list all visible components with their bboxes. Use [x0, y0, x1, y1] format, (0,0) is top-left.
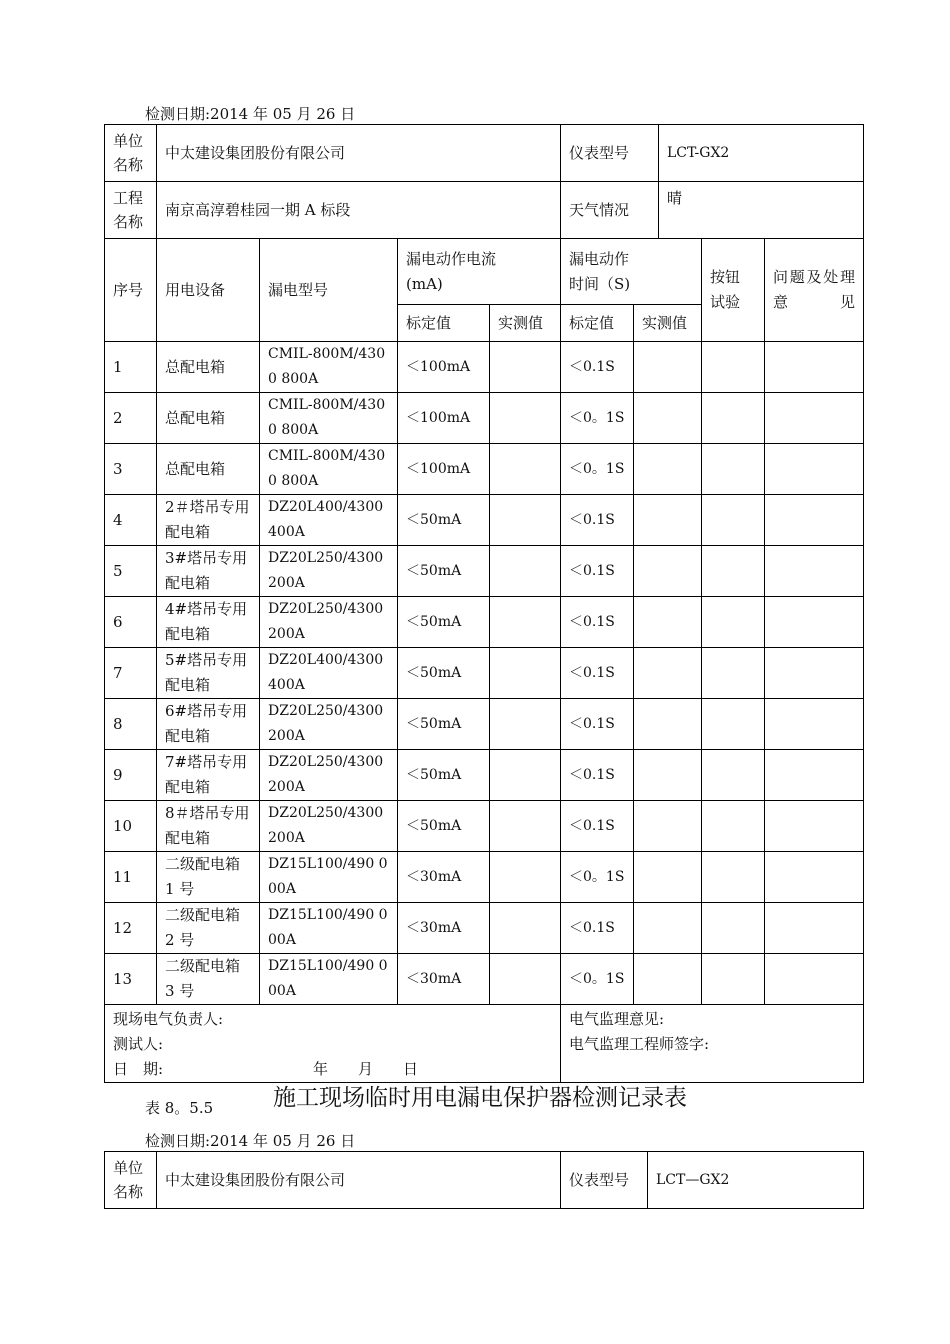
row-equipment: 二级配电箱 2 号: [157, 903, 260, 954]
col-current-rated: 标定值: [398, 305, 490, 342]
row-seq: 3: [105, 444, 157, 495]
row-equipment: 总配电箱: [157, 393, 260, 444]
table-number: 表 8。5.5: [145, 1099, 214, 1117]
project-label: 工程名称: [105, 182, 157, 239]
row-seq: 9: [105, 750, 157, 801]
table-row: [105, 495, 864, 546]
row-seq: 8: [105, 699, 157, 750]
row-time-rated: ＜0.1S: [561, 597, 634, 648]
table-row: [105, 699, 864, 750]
site-manager-label: 现场电气负责人:: [113, 1010, 224, 1028]
row-equipment: 2＃塔吊专用配电箱: [157, 495, 260, 546]
inspection-date-2: 检测日期:2014 年 05 月 26 日: [145, 1132, 356, 1150]
row-current-measured: [490, 903, 561, 954]
project-value: 南京高淳碧桂园一期 A 标段: [157, 182, 561, 239]
row-seq: 10: [105, 801, 157, 852]
row-time-rated: ＜0.1S: [561, 750, 634, 801]
row-model: CMIL-800M/4300 800A: [260, 444, 398, 495]
row-model: DZ15L100/490 000A: [260, 903, 398, 954]
col-model: 漏电型号: [260, 239, 398, 342]
col-seq: 序号: [105, 239, 157, 342]
row-time-rated: ＜0.1S: [561, 495, 634, 546]
row-time-measured: [634, 903, 702, 954]
row-time-measured: [634, 954, 702, 1005]
header-table-2: [104, 1151, 864, 1209]
table-row: [105, 852, 864, 903]
row-current-measured: [490, 342, 561, 393]
row-button-test: [702, 750, 765, 801]
footer-date-label: 日 期: 年 月 日: [113, 1060, 419, 1078]
row-issues: [765, 852, 864, 903]
unit-label: 单位名称: [105, 125, 157, 182]
row-current-rated: ＜30mA: [398, 852, 490, 903]
row-time-measured: [634, 648, 702, 699]
form-title: 施工现场临时用电漏电保护器检测记录表: [273, 1085, 687, 1111]
row-current-rated: ＜50mA: [398, 597, 490, 648]
meter-value: LCT-GX2: [659, 125, 864, 182]
col-equipment: 用电设备: [157, 239, 260, 342]
row-button-test: [702, 801, 765, 852]
table-body: [105, 342, 864, 1005]
row-current-rated: ＜30mA: [398, 954, 490, 1005]
row-current-rated: ＜50mA: [398, 648, 490, 699]
row-button-test: [702, 393, 765, 444]
row-equipment: 4#塔吊专用配电箱: [157, 597, 260, 648]
row-model: DZ20L250/4300 200A: [260, 801, 398, 852]
row-button-test: [702, 903, 765, 954]
row-time-rated: ＜0。1S: [561, 393, 634, 444]
row-time-measured: [634, 495, 702, 546]
row-current-measured: [490, 852, 561, 903]
supervision-opinion-label: 电气监理意见:: [569, 1010, 665, 1028]
row-time-measured: [634, 393, 702, 444]
signature-right: [561, 1005, 864, 1083]
leakage-test-table: [104, 238, 864, 1083]
col-button: 按钮试验: [702, 239, 765, 342]
row-time-rated: ＜0.1S: [561, 903, 634, 954]
meter-label: 仪表型号: [561, 125, 659, 182]
row-time-rated: ＜0。1S: [561, 444, 634, 495]
col-time-rated: 标定值: [561, 305, 634, 342]
row-time-rated: ＜0.1S: [561, 342, 634, 393]
row-issues: [765, 954, 864, 1005]
row-time-measured: [634, 597, 702, 648]
row-button-test: [702, 954, 765, 1005]
col-current-measured: 实测值: [490, 305, 561, 342]
unit-value-2: 中太建设集团股份有限公司: [157, 1152, 561, 1209]
row-current-rated: ＜50mA: [398, 801, 490, 852]
row-issues: [765, 444, 864, 495]
row-equipment: 5#塔吊专用配电箱: [157, 648, 260, 699]
row-issues: [765, 342, 864, 393]
row-model: CMIL-800M/4300 800A: [260, 393, 398, 444]
signature-left: [105, 1005, 561, 1083]
col-issues: 问题及处理意见: [765, 239, 864, 342]
row-equipment: 二级配电箱 1 号: [157, 852, 260, 903]
row-seq: 11: [105, 852, 157, 903]
row-equipment: 二级配电箱 3 号: [157, 954, 260, 1005]
tester-label: 测试人:: [113, 1035, 164, 1053]
row-time-rated: ＜0.1S: [561, 801, 634, 852]
row-time-measured: [634, 546, 702, 597]
col-time: 漏电动作时间（S): [561, 239, 702, 305]
row-model: DZ20L250/4300 200A: [260, 750, 398, 801]
row-current-rated: ＜50mA: [398, 750, 490, 801]
row-button-test: [702, 597, 765, 648]
row-time-rated: ＜0.1S: [561, 648, 634, 699]
row-seq: 12: [105, 903, 157, 954]
meter-label-2: 仪表型号: [561, 1152, 648, 1209]
row-current-measured: [490, 801, 561, 852]
table-row: [105, 546, 864, 597]
row-time-measured: [634, 342, 702, 393]
row-issues: [765, 495, 864, 546]
row-model: DZ20L400/4300 400A: [260, 495, 398, 546]
row-button-test: [702, 852, 765, 903]
row-model: DZ15L100/490 000A: [260, 852, 398, 903]
row-current-measured: [490, 699, 561, 750]
row-button-test: [702, 444, 765, 495]
row-button-test: [702, 546, 765, 597]
row-time-rated: ＜0。1S: [561, 852, 634, 903]
row-issues: [765, 546, 864, 597]
row-equipment: 6#塔吊专用配电箱: [157, 699, 260, 750]
row-time-measured: [634, 852, 702, 903]
header-table: [104, 124, 864, 239]
row-button-test: [702, 342, 765, 393]
row-issues: [765, 648, 864, 699]
row-current-rated: ＜100mA: [398, 393, 490, 444]
row-current-measured: [490, 393, 561, 444]
row-seq: 4: [105, 495, 157, 546]
table-row: [105, 597, 864, 648]
row-model: DZ15L100/490 000A: [260, 954, 398, 1005]
row-time-measured: [634, 801, 702, 852]
table-row: [105, 393, 864, 444]
col-current: 漏电动作电流(mA): [398, 239, 561, 305]
row-model: DZ20L250/4300 200A: [260, 546, 398, 597]
row-button-test: [702, 495, 765, 546]
table-row: [105, 444, 864, 495]
row-button-test: [702, 648, 765, 699]
row-seq: 1: [105, 342, 157, 393]
row-seq: 7: [105, 648, 157, 699]
row-issues: [765, 801, 864, 852]
col-time-measured: 实测值: [634, 305, 702, 342]
unit-value: 中太建设集团股份有限公司: [157, 125, 561, 182]
row-button-test: [702, 699, 765, 750]
row-equipment: 8＃塔吊专用配电箱: [157, 801, 260, 852]
supervision-sign-label: 电气监理工程师签字:: [569, 1035, 710, 1053]
row-time-measured: [634, 444, 702, 495]
row-current-measured: [490, 597, 561, 648]
row-current-measured: [490, 444, 561, 495]
row-time-measured: [634, 699, 702, 750]
row-model: CMIL-800M/4300 800A: [260, 342, 398, 393]
row-model: DZ20L250/4300 200A: [260, 699, 398, 750]
row-equipment: 总配电箱: [157, 444, 260, 495]
row-current-measured: [490, 495, 561, 546]
row-issues: [765, 699, 864, 750]
table-row: [105, 648, 864, 699]
row-current-rated: ＜100mA: [398, 444, 490, 495]
row-time-measured: [634, 750, 702, 801]
row-time-rated: ＜0。1S: [561, 954, 634, 1005]
row-time-rated: ＜0.1S: [561, 546, 634, 597]
row-issues: [765, 393, 864, 444]
row-equipment: 3#塔吊专用配电箱: [157, 546, 260, 597]
table-row: [105, 342, 864, 393]
row-seq: 5: [105, 546, 157, 597]
row-current-measured: [490, 546, 561, 597]
row-current-rated: ＜30mA: [398, 903, 490, 954]
row-seq: 6: [105, 597, 157, 648]
row-issues: [765, 750, 864, 801]
table-row: [105, 903, 864, 954]
row-current-measured: [490, 954, 561, 1005]
row-equipment: 7#塔吊专用配电箱: [157, 750, 260, 801]
row-seq: 13: [105, 954, 157, 1005]
row-model: DZ20L250/4300 200A: [260, 597, 398, 648]
unit-label-2: 单位名称: [105, 1152, 157, 1209]
meter-value-2: LCT—GX2: [648, 1152, 864, 1209]
row-time-rated: ＜0.1S: [561, 699, 634, 750]
row-current-measured: [490, 648, 561, 699]
row-current-rated: ＜100mA: [398, 342, 490, 393]
row-issues: [765, 597, 864, 648]
row-seq: 2: [105, 393, 157, 444]
row-current-measured: [490, 750, 561, 801]
weather-value: 晴: [659, 182, 864, 239]
table-row: [105, 801, 864, 852]
table-row: [105, 954, 864, 1005]
row-issues: [765, 903, 864, 954]
weather-label: 天气情况: [561, 182, 659, 239]
row-model: DZ20L400/4300 400A: [260, 648, 398, 699]
table-row: [105, 750, 864, 801]
row-current-rated: ＜50mA: [398, 495, 490, 546]
row-current-rated: ＜50mA: [398, 546, 490, 597]
inspection-date: 检测日期:2014 年 05 月 26 日: [145, 105, 356, 123]
row-equipment: 总配电箱: [157, 342, 260, 393]
row-current-rated: ＜50mA: [398, 699, 490, 750]
